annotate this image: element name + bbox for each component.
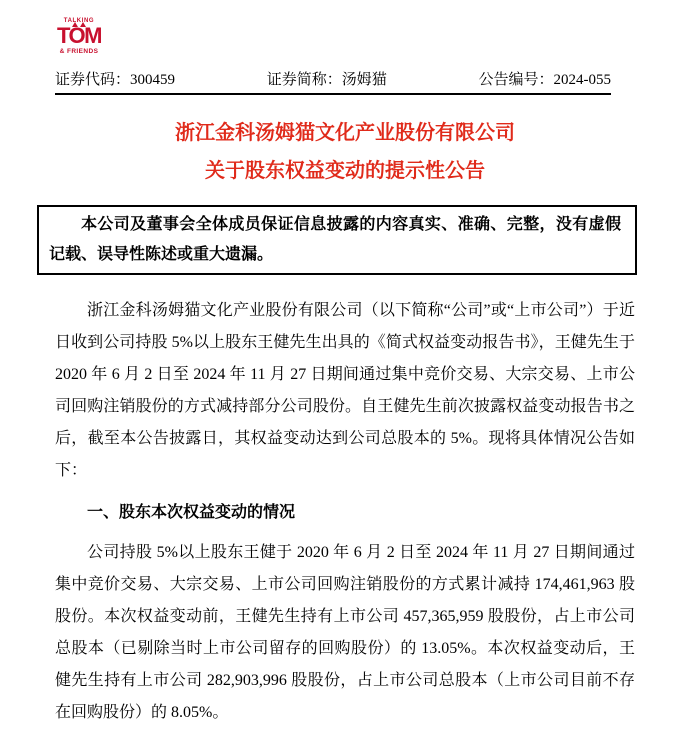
disclaimer-text: 本公司及董事会全体成员保证信息披露的内容真实、准确、完整，没有虚假记载、误导性陈述或重大遗漏。 bbox=[49, 215, 621, 263]
stock-code-label: 证券代码： bbox=[55, 71, 131, 88]
title-company-name: 浙江金科汤姆猫文化产业股份有限公司 bbox=[175, 121, 515, 144]
announcement-title bbox=[55, 119, 635, 185]
stock-name-field bbox=[267, 70, 387, 90]
stock-name-label: 证券简称： bbox=[266, 71, 342, 88]
talking-tom-logo bbox=[57, 18, 101, 56]
logo-tom-text bbox=[57, 25, 101, 47]
logo-tom-word: TOM bbox=[57, 23, 101, 48]
disclaimer-box bbox=[37, 205, 637, 275]
section-1-heading: 一、股东本次权益变动的情况 bbox=[87, 503, 296, 521]
stock-code-field bbox=[55, 70, 175, 90]
stock-code-value: 300459 bbox=[130, 71, 176, 88]
header-rule bbox=[55, 93, 611, 95]
cat-ear-right-icon bbox=[80, 22, 86, 27]
intro-paragraph: 浙江金科汤姆猫文化产业股份有限公司（以下简称“公司”或“上市公司”）于近日收到公司持股 5%以上股东王健先生出具的《简式权益变动报告书》，王健先生于 2020 年 6 月 2 日至 2024 年 11 月 27 日期间通过集中竞价交易、大宗交易、上市公司回购注销股份的方式减持部分公司股份。自王健先生前次披露权益变动报告书之后，截至本公告披露日，其权益变动达到公司总股本的 5%。现将具体情况公告如下： bbox=[55, 301, 635, 479]
announcement-number-field bbox=[478, 70, 611, 90]
stock-name-value: 汤姆猫 bbox=[341, 71, 387, 88]
announcement-number-label: 公告编号： bbox=[478, 71, 554, 88]
logo-talking-text: TALKING bbox=[63, 18, 95, 24]
cat-ear-left-icon bbox=[72, 22, 78, 27]
title-announcement-subject: 关于股东权益变动的提示性公告 bbox=[205, 159, 485, 182]
announcement-number-value: 2024-055 bbox=[553, 71, 611, 88]
section-1-paragraph: 公司持股 5%以上股东王健于 2020 年 6 月 2 日至 2024 年 11 月 27 日期间通过集中竞价交易、大宗交易、上市公司回购注销股份的方式累计减持 174,461,963 股股份。本次权益变动前，王健先生持有上市公司 457,365,959 股股份，占上市公司总股本（已剔除当时上市公司留存的回购股份）的 13.05%。本次权益变动后，王健先生持有上市公司 282,903,996 股股份，占上市公司总股本（上市公司目前不存在回购股份）的 8.05%。 bbox=[55, 543, 635, 721]
securities-header-row bbox=[55, 70, 611, 90]
logo-friends-text: & FRIENDS bbox=[59, 48, 99, 55]
